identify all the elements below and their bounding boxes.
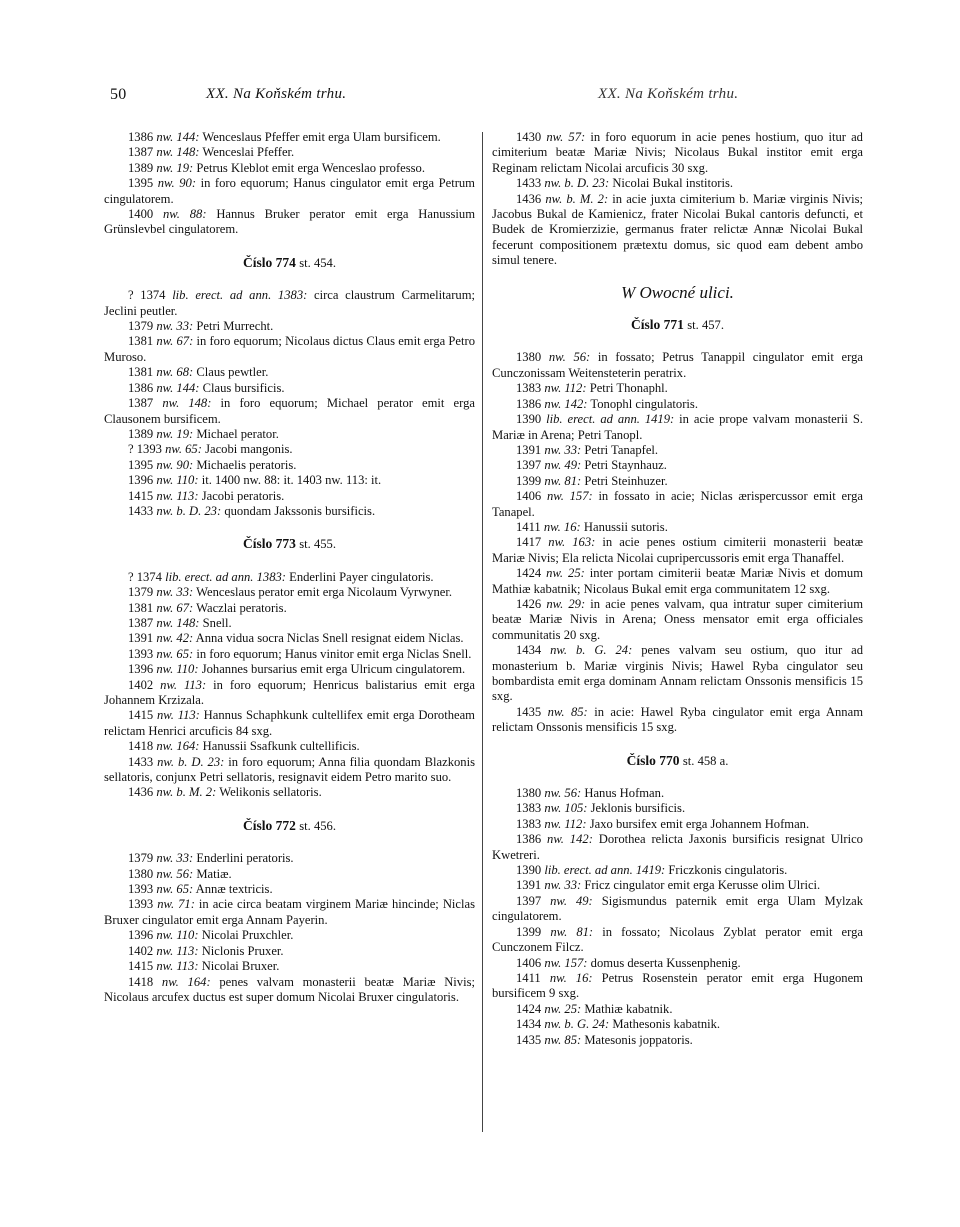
- register-entry: [104, 785, 475, 800]
- entry-source-ref: nw. b. M. 2:: [156, 785, 217, 800]
- section-heading: [104, 818, 475, 834]
- entry-year: 1380: [516, 786, 545, 801]
- street-heading: W Owocné ulici.: [621, 282, 734, 302]
- register-entry: [104, 489, 475, 504]
- entry-text: Hannus Schaphkunk cultellifex emit erga Dorotheam relictam Henrici arcuficis 84 sxg.: [104, 708, 475, 738]
- entry-year: 1436: [128, 785, 157, 800]
- register-entry: [104, 570, 475, 585]
- entry-source-ref: nw. 67:: [156, 600, 194, 615]
- register-entry: [104, 678, 475, 709]
- entry-text: inter portam cimiterii beatæ Mariæ Nivis et domum Mathiæ kabatnik; Nicolaus Bukal emit erga communitatem 12 sxg.: [492, 566, 863, 596]
- entry-source-ref: nw. 57:: [546, 130, 586, 144]
- entry-source-ref: nw. 65:: [156, 882, 194, 897]
- entry-text: Enderlini peratoris.: [193, 851, 294, 866]
- register-entry: [104, 585, 475, 600]
- register-entry: [104, 708, 475, 739]
- entry-year: 1381: [128, 334, 157, 349]
- entry-text: Claus bursificis.: [199, 380, 285, 395]
- entry-text: Michaelis peratoris.: [193, 457, 297, 472]
- register-entry: [104, 959, 475, 974]
- register-entry: [492, 1002, 863, 1017]
- entry-text: Fricz cingulator emit erga Kerusse olim Ulrici.: [581, 878, 821, 893]
- register-entry: [492, 350, 863, 381]
- entry-source-ref: nw. 81:: [544, 473, 582, 488]
- entry-source-ref: nw. 19:: [156, 160, 194, 175]
- entry-source-ref: lib. erect. ad ann. 1383:: [165, 569, 286, 584]
- entry-source-ref: nw. 33:: [156, 851, 194, 866]
- entry-text: Petrus Rosenstein perator emit erga Hugonem bursificem 9 sxg.: [492, 970, 863, 1001]
- entry-year: 1434: [516, 1017, 545, 1032]
- register-entry: [104, 928, 475, 943]
- entry-year: 1399: [516, 473, 545, 488]
- register-entry: [492, 786, 863, 801]
- register-entry: [104, 647, 475, 662]
- register-entry: [104, 396, 475, 427]
- entry-year: 1411: [516, 970, 550, 985]
- entry-year: 1424: [516, 1001, 545, 1016]
- register-entry: [104, 882, 475, 897]
- entry-year: 1387: [128, 396, 163, 411]
- entry-year: 1400: [128, 207, 163, 222]
- register-entry: [492, 878, 863, 893]
- entry-year: 1390: [516, 412, 547, 427]
- register-entry: [104, 381, 475, 396]
- entry-source-ref: nw. 71:: [157, 897, 195, 912]
- entry-source-ref: nw. 68:: [156, 365, 194, 380]
- register-entry: [492, 489, 863, 520]
- entry-source-ref: nw. 85:: [544, 1032, 582, 1047]
- column-divider: [482, 132, 483, 1132]
- entry-text: Jacobi mangonis.: [201, 442, 293, 457]
- entry-source-ref: nw. 144:: [156, 130, 200, 144]
- register-entry: [492, 176, 863, 191]
- register-entry: [492, 643, 863, 705]
- entry-source-ref: nw. b. D. 23:: [544, 176, 610, 191]
- entry-text: Friczkonis cingulatoris.: [665, 863, 788, 878]
- entry-year: 1381: [128, 600, 157, 615]
- entry-year: 1387: [128, 145, 157, 160]
- register-entry: [104, 944, 475, 959]
- entry-year: 1397: [516, 893, 551, 908]
- register-entry: [104, 662, 475, 677]
- right-column: [492, 130, 863, 1048]
- entry-source-ref: nw. 49:: [550, 893, 593, 908]
- register-entry: [492, 1017, 863, 1032]
- entry-year: 1417: [516, 535, 549, 550]
- register-entry: [104, 427, 475, 442]
- section-old-number: st. 454.: [299, 255, 336, 270]
- section-number: Číslo 770: [626, 752, 680, 768]
- entry-text: Mathiæ kabatnik.: [581, 1001, 673, 1016]
- entry-year: 1396: [128, 928, 157, 943]
- entry-source-ref: nw. 110:: [156, 473, 199, 488]
- entry-text: in acie circa beatam virginem Mariæ hincinde; Niclas Bruxer cingulator emit erga Annam Payerin.: [104, 897, 475, 927]
- register-entry: [104, 473, 475, 488]
- entry-text: Petri Thonaphl.: [586, 381, 668, 396]
- entry-source-ref: nw. 142:: [544, 396, 588, 411]
- entry-year: 1435: [516, 1032, 545, 1047]
- entry-year: 1426: [516, 596, 547, 611]
- register-entry: [104, 365, 475, 380]
- entry-source-ref: nw. b. D. 23:: [157, 754, 225, 769]
- entry-text: Annæ textricis.: [193, 882, 273, 897]
- register-entry: [104, 176, 475, 207]
- entry-text: Waczlai peratoris.: [193, 600, 287, 615]
- running-head-left: XX. Na Koňském trhu.: [206, 86, 347, 102]
- entry-year: 1402: [128, 677, 161, 692]
- entry-text: Hannus Bruker perator emit erga Hanussium Grünslevbel cingulatorem.: [104, 207, 475, 237]
- entry-text: Petri Steinhuzer.: [581, 473, 668, 488]
- register-entry: [492, 956, 863, 971]
- register-entry: [492, 971, 863, 1002]
- section-number: Číslo 774: [242, 254, 296, 270]
- section-heading: [104, 536, 475, 552]
- entry-source-ref: nw. 90:: [157, 176, 197, 191]
- entry-year: 1383: [516, 801, 545, 816]
- entry-year: 1415: [128, 488, 157, 503]
- entry-text: Snell.: [199, 615, 232, 630]
- entry-text: Petri Tanapfel.: [581, 442, 659, 457]
- entry-text: in fossato in acie; Niclas ærispercussor emit erga Tanapel.: [492, 489, 863, 519]
- entry-year: 1386: [516, 832, 548, 847]
- register-entry: [104, 130, 475, 145]
- entry-source-ref: nw. 163:: [548, 535, 596, 550]
- entry-year: 1386: [128, 130, 157, 144]
- register-entry: [492, 863, 863, 878]
- register-entry: [492, 474, 863, 489]
- register-entry: [104, 504, 475, 519]
- entry-source-ref: nw. 105:: [544, 801, 588, 816]
- entry-year: 1436: [516, 191, 546, 206]
- entry-text: in foro equorum; Henricus balistarius emit erga Johannem Krzizala.: [104, 677, 475, 707]
- entry-text: in acie prope valvam monasterii S. Mariæ in Arena; Petri Tanopl.: [492, 412, 863, 442]
- entry-text: Hanussii Ssafkunk cultellificis.: [199, 739, 360, 754]
- entry-text: Hanussii sutoris.: [580, 519, 668, 534]
- entry-source-ref: nw. 88:: [163, 207, 207, 222]
- entry-source-ref: nw. 148:: [156, 145, 200, 160]
- entry-source-ref: nw. 148:: [162, 396, 212, 411]
- entry-source-ref: nw. 67:: [156, 334, 194, 349]
- entry-year: 1390: [516, 863, 545, 878]
- entry-year: 1415: [128, 959, 157, 974]
- entry-source-ref: nw. 113:: [160, 677, 207, 692]
- entry-source-ref: nw. 157:: [546, 489, 593, 504]
- entry-source-ref: nw. 144:: [156, 380, 200, 395]
- entry-text: Nicolai Bruxer.: [198, 959, 280, 974]
- entry-year: 1389: [128, 426, 157, 441]
- entry-source-ref: nw. 25:: [546, 566, 585, 581]
- entry-text: Tonophl cingulatoris.: [587, 396, 698, 411]
- section-old-number: st. 458 a.: [682, 753, 729, 768]
- entry-source-ref: nw. 110:: [156, 662, 199, 677]
- entry-year: 1415: [128, 708, 157, 723]
- entry-text: in acie penes valvam, qua intratur super cimiterium beatæ Mariæ Nivis in Arena; Oness mensator emit erga officiales communitatis 20 sxg.: [492, 596, 863, 642]
- entry-source-ref: nw. b. G. 24:: [544, 1017, 610, 1032]
- register-entry: [492, 705, 863, 736]
- entry-year: 1393: [128, 646, 157, 661]
- register-entry: [492, 192, 863, 269]
- register-entry: [104, 145, 475, 160]
- entry-text: penes valvam monasterii beatæ Mariæ Nivis; Nicolaus arcufex ductus est super domum Nicolai Bruxer cingulatoris.: [104, 974, 475, 1004]
- entry-source-ref: nw. 33:: [544, 878, 582, 893]
- register-entry: [104, 897, 475, 928]
- register-entry: [104, 867, 475, 882]
- entry-text: Claus pewtler.: [193, 365, 269, 380]
- entry-year: 1391: [516, 442, 545, 457]
- entry-source-ref: lib. erect. ad ann. 1419:: [546, 412, 675, 427]
- entry-text: it. 1400 nw. 88: it. 1403 nw. 113: it.: [198, 473, 382, 488]
- entry-source-ref: nw. 112:: [544, 816, 587, 831]
- entry-source-ref: nw. b. M. 2:: [545, 191, 609, 206]
- section-number: Číslo 772: [242, 817, 296, 833]
- entry-text: Hanus Hofman.: [581, 786, 665, 801]
- entry-year: 1386: [128, 380, 157, 395]
- entry-year: ? 1393: [128, 442, 166, 457]
- register-entry: [104, 616, 475, 631]
- entry-year: 1433: [516, 176, 545, 191]
- entry-year: 1399: [516, 924, 551, 939]
- register-entry: [492, 458, 863, 473]
- entry-year: 1433: [128, 754, 158, 769]
- entry-source-ref: nw. 29:: [546, 596, 586, 611]
- entry-text: Johannes bursarius emit erga Ulricum cingulatorem.: [198, 662, 466, 677]
- entry-text: in fossato; Petrus Tanappil cingulator emit erga Cunczonissam Weitensteterin peratrix.: [492, 350, 863, 380]
- register-entry: [104, 851, 475, 866]
- register-entry: [104, 442, 475, 457]
- entry-year: 1396: [128, 662, 157, 677]
- register-entry: [104, 739, 475, 754]
- section-heading: [492, 753, 863, 769]
- entry-source-ref: nw. 33:: [544, 442, 582, 457]
- entry-year: 1389: [128, 160, 157, 175]
- entry-source-ref: lib. erect. ad ann. 1419:: [544, 863, 666, 878]
- entry-source-ref: nw. 19:: [156, 426, 194, 441]
- entry-source-ref: nw. 157:: [544, 955, 588, 970]
- entry-year: ? 1374: [128, 569, 166, 584]
- entry-year: 1406: [516, 489, 547, 504]
- entry-year: 1430: [516, 130, 547, 144]
- entry-year: 1402: [128, 943, 157, 958]
- register-entry: [104, 601, 475, 616]
- entry-text: quondam Jakssonis bursificis.: [221, 503, 376, 518]
- register-entry: [492, 381, 863, 396]
- entry-year: 1393: [128, 897, 158, 912]
- entry-text: Welikonis sellatoris.: [216, 785, 322, 800]
- entry-year: 1433: [128, 503, 157, 518]
- entry-text: Wenceslaus Pfeffer emit erga Ulam bursificem.: [199, 130, 441, 144]
- entry-source-ref: nw. b. G. 24:: [550, 643, 633, 658]
- entry-text: in foro equorum; Anna filia quondam Blazkonis sellatoris, conjunx Petri sellatoris, resignavit eidem Petro marito suo.: [104, 754, 475, 785]
- entry-source-ref: lib. erect. ad ann. 1383:: [172, 288, 308, 303]
- register-entry: [104, 975, 475, 1006]
- section-number: Číslo 773: [242, 536, 296, 552]
- register-entry: [492, 520, 863, 535]
- entry-year: 1380: [128, 866, 157, 881]
- section-number: Číslo 771: [630, 317, 684, 333]
- register-entry: [104, 631, 475, 646]
- entry-text: Jeklonis bursificis.: [587, 801, 686, 816]
- entry-source-ref: nw. 113:: [157, 708, 200, 723]
- register-entry: [492, 1033, 863, 1048]
- entry-text: in fossato; Nicolaus Zyblat perator emit erga Cunczonem Filcz.: [492, 924, 863, 955]
- register-entry: [492, 535, 863, 566]
- register-entry: [104, 458, 475, 473]
- entry-source-ref: nw. 113:: [156, 488, 199, 503]
- entry-text: Mathesonis kabatnik.: [609, 1017, 721, 1032]
- entry-year: 1379: [128, 585, 157, 600]
- entry-text: in acie juxta cimiterium b. Mariæ virginis Nivis; Jacobus Bukal de Kamienicz, frater Nicolai Bukal cantoris defuncti, et Budek de Kromierzizie, germanus frater relictæ Annæ Nicolai Bukal fecerunt compositionem prætextu domus, sic quod eam debent ambo simul tenere.: [492, 191, 864, 268]
- entry-source-ref: nw. 148:: [156, 615, 200, 630]
- entry-source-ref: nw. 65:: [165, 442, 202, 457]
- entry-text: Petri Staynhauz.: [581, 458, 667, 473]
- entry-text: in acie: Hawel Ryba cingulator emit erga Annam relictam Onssonis mensificis 15 sxg.: [492, 704, 863, 735]
- entry-text: Sigismundus paternik emit erga Ulam Mylzak cingulatorem.: [492, 893, 863, 924]
- entry-text: Nicolai Bukal institoris.: [609, 176, 734, 191]
- entry-text: Niclonis Pruxer.: [198, 943, 284, 958]
- entry-year: 1418: [128, 739, 157, 754]
- register-entry: [104, 161, 475, 176]
- entry-source-ref: nw. 16:: [549, 970, 593, 985]
- entry-year: 1434: [516, 643, 551, 658]
- entry-source-ref: nw. 164:: [156, 739, 200, 754]
- entry-year: 1386: [516, 396, 545, 411]
- entry-year: 1395: [128, 176, 158, 191]
- register-entry: [104, 207, 475, 238]
- entry-text: in foro equorum in acie penes hostium, quo itur ad cimiterium beatæ Mariæ Nivis; Nicolaus Bukal institor emit erga Reginam relictam Nicolai arcuficis 30 sxg.: [492, 130, 863, 175]
- entry-year: 1435: [516, 704, 548, 719]
- entry-source-ref: nw. 81:: [550, 924, 594, 939]
- entry-text: Matesonis joppatoris.: [581, 1032, 693, 1047]
- entry-year: 1381: [128, 365, 157, 380]
- entry-year: 1391: [516, 878, 545, 893]
- entry-source-ref: nw. 113:: [156, 959, 199, 974]
- entry-year: 1397: [516, 458, 545, 473]
- entry-source-ref: nw. 113:: [156, 943, 199, 958]
- register-entry: [104, 319, 475, 334]
- entry-source-ref: nw. 42:: [156, 631, 194, 646]
- entry-year: 1424: [516, 566, 547, 581]
- entry-source-ref: nw. 112:: [544, 381, 587, 396]
- left-column: [104, 130, 475, 1005]
- entry-source-ref: nw. b. D. 23:: [156, 503, 222, 518]
- entry-text: penes valvam seu ostium, quo itur ad monasterium b. Mariæ virginis Nivis; Hawel Ryba cingulator seu bombardista emit erga dominam Annam relictam Onssonis mensificis 15 sxg.: [492, 643, 863, 704]
- section-old-number: st. 455.: [299, 537, 336, 552]
- entry-year: 1418: [128, 974, 162, 989]
- entry-text: Wenceslai Pfeffer.: [199, 145, 295, 160]
- entry-text: Nicolai Pruxchler.: [198, 928, 294, 943]
- entry-source-ref: nw. 56:: [548, 350, 591, 365]
- section-heading: [104, 255, 475, 271]
- entry-year: 1383: [516, 381, 545, 396]
- entry-text: domus deserta Kussenphenig.: [587, 955, 741, 970]
- entry-text: Jaxo bursifex emit erga Johannem Hofman.: [586, 816, 810, 831]
- register-entry: [492, 412, 863, 443]
- register-entry: [492, 397, 863, 412]
- entry-text: Dorothea relicta Jaxonis bursificis resignat Ulrico Kwetreri.: [492, 832, 863, 862]
- entry-text: circa claustrum Carmelitarum; Jeclini peutler.: [104, 288, 475, 318]
- entry-text: Petrus Kleblot emit erga Wenceslao professo.: [193, 160, 425, 175]
- register-entry: [492, 566, 863, 597]
- entry-text: in foro equorum; Michael perator emit erga Clausonem bursificem.: [104, 396, 475, 426]
- entry-source-ref: nw. 65:: [156, 646, 194, 661]
- entry-text: Matiæ.: [193, 866, 232, 881]
- entry-text: Jacobi peratoris.: [198, 488, 285, 503]
- entry-year: 1393: [128, 882, 157, 897]
- entry-source-ref: nw. 33:: [156, 585, 194, 600]
- register-entry: [492, 801, 863, 816]
- register-entry: [492, 443, 863, 458]
- page-number: 50: [110, 86, 127, 103]
- entry-text: in acie penes ostium cimiterii monasterii beatæ Mariæ Nivis; Ela relicta Nicolai cupripercussoris emit erga Thanaffel.: [492, 535, 863, 565]
- running-head-right: XX. Na Koňském trhu.: [598, 86, 739, 102]
- entry-source-ref: nw. 25:: [544, 1001, 582, 1016]
- entry-year: 1387: [128, 615, 157, 630]
- entry-year: 1395: [128, 457, 157, 472]
- entry-year: 1379: [128, 851, 157, 866]
- register-entry: [492, 597, 863, 643]
- entry-source-ref: nw. 90:: [156, 457, 194, 472]
- entry-text: Wenceslaus perator emit erga Nicolaum Vyrwyner.: [193, 585, 453, 600]
- entry-year: 1396: [128, 473, 157, 488]
- entry-year: 1411: [516, 519, 544, 534]
- entry-source-ref: nw. 16:: [543, 519, 581, 534]
- entry-source-ref: nw. 110:: [156, 928, 199, 943]
- entry-year: 1406: [516, 955, 545, 970]
- entry-source-ref: nw. 85:: [547, 704, 588, 719]
- register-entry: [492, 832, 863, 863]
- entry-year: 1391: [128, 631, 157, 646]
- entry-text: in foro equorum; Hanus vinitor emit erga Niclas Snell.: [193, 646, 472, 661]
- entry-source-ref: nw. 164:: [161, 974, 211, 989]
- section-old-number: st. 457.: [687, 318, 724, 333]
- entry-year: 1380: [516, 350, 549, 365]
- register-entry: [492, 130, 863, 176]
- section-heading: [492, 317, 863, 333]
- register-entry: [492, 817, 863, 832]
- entry-text: in foro equorum; Hanus cingulator emit erga Petrum cingulatorem.: [104, 176, 475, 206]
- entry-text: in foro equorum; Nicolaus dictus Claus emit erga Petro Muroso.: [104, 334, 475, 364]
- entry-year: ? 1374: [128, 288, 173, 303]
- register-entry: [104, 755, 475, 786]
- register-entry: [492, 925, 863, 956]
- register-entry: [104, 288, 475, 319]
- entry-source-ref: nw. 33:: [156, 319, 194, 334]
- entry-source-ref: nw. 49:: [544, 458, 582, 473]
- entry-source-ref: nw. 56:: [156, 866, 194, 881]
- entry-text: Petri Murrecht.: [193, 319, 274, 334]
- entry-text: Michael perator.: [193, 426, 279, 441]
- register-entry: [492, 894, 863, 925]
- register-entry: [104, 334, 475, 365]
- entry-source-ref: nw. 56:: [544, 786, 582, 801]
- entry-year: 1379: [128, 319, 157, 334]
- entry-text: Anna vidua socra Niclas Snell resignat eidem Niclas.: [193, 631, 464, 646]
- entry-year: 1383: [516, 816, 545, 831]
- section-old-number: st. 456.: [299, 818, 336, 833]
- entry-text: Enderlini Payer cingulatoris.: [285, 569, 434, 584]
- entry-source-ref: nw. 142:: [547, 832, 593, 847]
